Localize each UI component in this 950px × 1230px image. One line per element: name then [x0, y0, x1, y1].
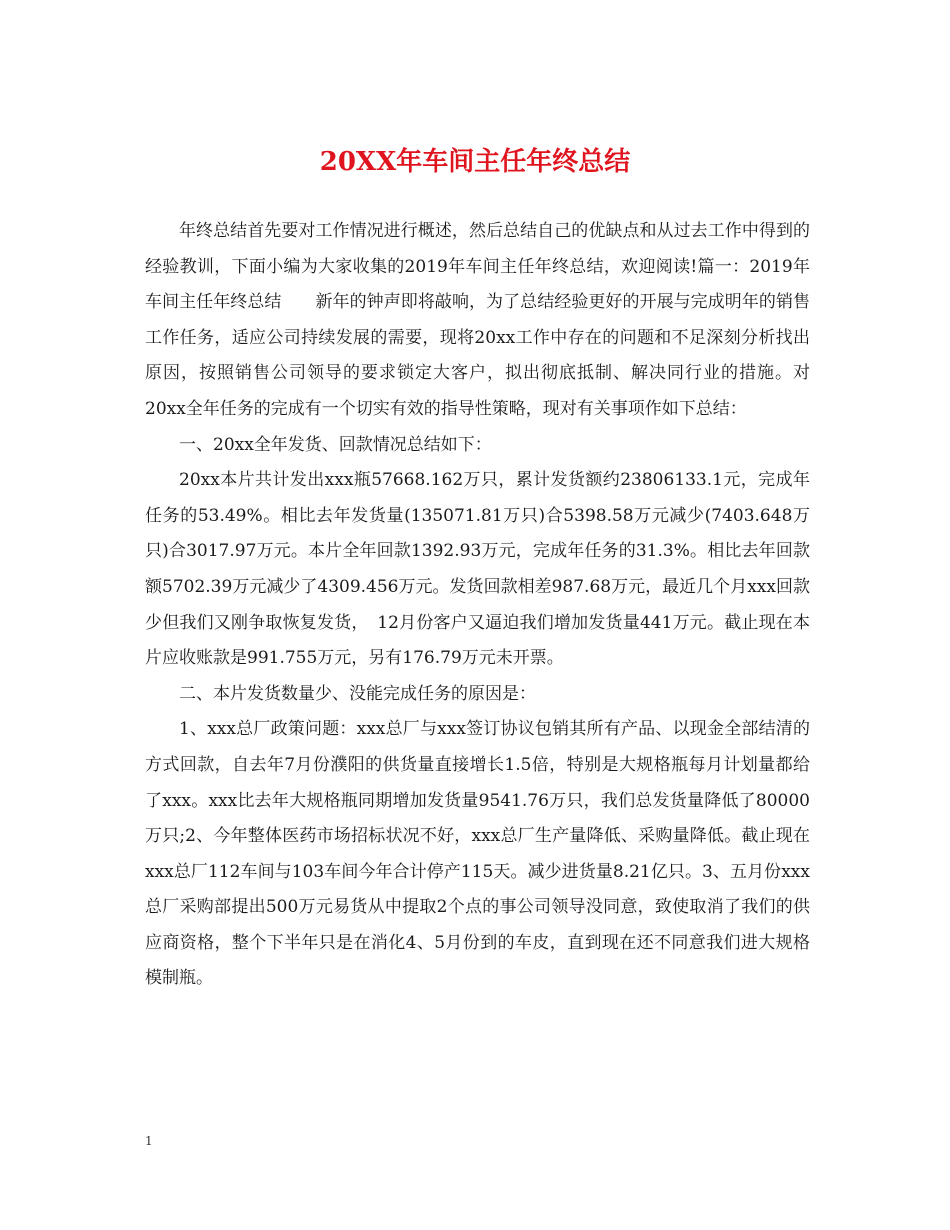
document-title: 20XX年车间主任年终总结 [319, 147, 631, 177]
paragraph-shipment-summary: 20xx本片共计发出xxx瓶57668.162万只，累计发货额约23806133.1元，完成年任务的53.49%。相比去年发货量(135071.81万只)合5398.58万元减少(7403.648万只)合3017.97万元。本片全年回款1392.93万元，完成年任务的31.3%。相比去年回款额5702.39万元减少了4309.456万元。发货回款相差987.68万元，最近几个月xxx回款少但我们又刚争取恢复发货， 12月份客户又逼迫我们增加发货量441万元。截止现在本片应收账款是991.755万元，另有176.79万元未开票。 [145, 470, 810, 669]
page-number: 1 [145, 1134, 153, 1148]
paragraph-section-1-heading: 一、20xx全年发货、回款情况总结如下： [179, 434, 492, 455]
paragraph-reasons: 1、xxx总厂政策问题：xxx总厂与xxx签订协议包销其所有产品、以现金全部结清的方式回款，自去年7月份濮阳的供货量直接增长1.5倍，特别是大规格瓶每月计划量都给了xxx。xxx比去年大规格瓶同期增加发货量9541.76万只，我们总发货量降低了80000万只;2、今年整体医药市场招标状况不好，xxx总厂生产量降低、采购量降低。截止现在xxx总厂112车间与103车间今年合计停产115天。减少进货量8.21亿只。3、五月份xxx总厂采购部提出500万元易货从中提取2个点的事公司领导没同意，致使取消了我们的供应商资格，整个下半年只是在消化4、5月份到的车皮，直到现在还不同意我们进大规格模制瓶。 [145, 719, 810, 989]
paragraph-intro: 年终总结首先要对工作情况进行概述，然后总结自己的优缺点和从过去工作中得到的经验教训，下面小编为大家收集的2019年车间主任年终总结，欢迎阅读!篇一：2019年车间主任年终总结 新年的钟声即将敲响，为了总结经验更好的开展与完成明年的销售工作任务，适应公司持续发展的需要，现将20xx工作中存在的问题和不足深刻分析找出原因，按照销售公司领导的要求锁定大客户，拟出彻底抵制、解决同行业的措施。对20xx全年任务的完成有一个切实有效的指导性策略，现对有关事项作如下总结： [145, 221, 810, 419]
document-body [145, 214, 810, 997]
paragraph-section-2-heading: 二、本片发货数量少、没能完成任务的原因是： [179, 683, 536, 704]
